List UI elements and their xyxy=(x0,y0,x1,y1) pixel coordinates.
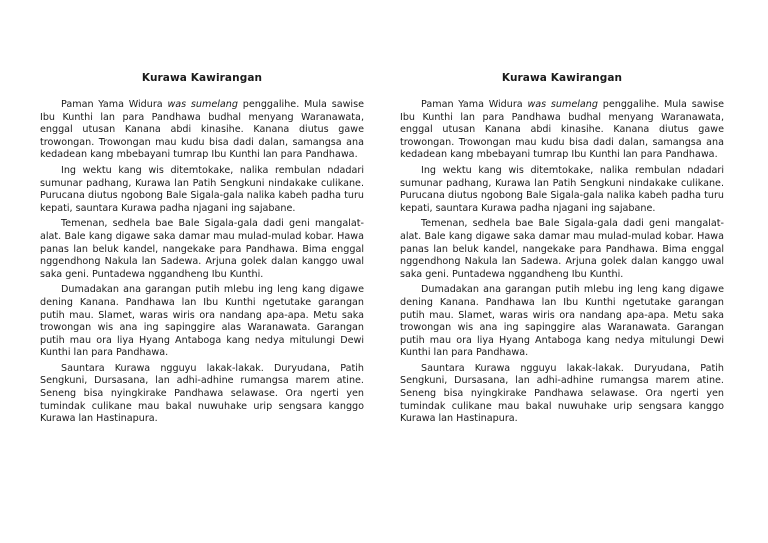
paragraph-text: Paman Yama Widura xyxy=(61,99,168,110)
paragraph-text: Temenan, sedhela bae Bale Sigala-gala dadi geni mangalat-alat. Bale kang digawe saka damar mau mulad-mulad kobar. Hawa panas lan beluk kandel, nangekake para Pandhawa. Bima enggal nggendhong Nakula lan Sadewa. Arjuna golek dalan kanggo uwal saka geni. Puntadewa nggandheng Ibu Kunthi. xyxy=(400,218,724,280)
paragraph-1 xyxy=(40,99,364,162)
paragraph-text: Ing wektu kang wis ditemtokake, nalika rembulan ndadari sumunar padhang, Kurawa lan Patih Sengkuni nindakake culikane. Purucana diutus ngobong Bale Sigala-gala nalika kabeh padha turu kepati, sauntara Kurawa padha njagani ing sajabane. xyxy=(400,164,724,214)
paragraph-4 xyxy=(40,284,364,360)
paragraph-text: penggalihe. Mula sawise Ibu Kunthi lan para Pandhawa budhal menyang Waranawata, enggal utusan Kanana abdi kinasihe. Kanana diutus gawe trowongan. Trowongan mau kudu bisa dadi dalan, samangsa ana kedadean kang mbebayani tumrap Ibu Kunthi lan para Pandhawa. xyxy=(40,99,364,161)
italic-phrase: was sumelang xyxy=(167,99,238,110)
paragraph-text: Dumadakan ana garangan putih mlebu ing leng kang digawe dening Kanana. Pandhawa lan Ibu Kunthi ngetutake garangan putih mau. Slamet, waras wiris ora nandang apa-apa. Metu saka trowongan wis ana ing sapinggire alas Waranawata. Garangan putih mau ora liya Hyang Antaboga kang nedya mitulungi Dewi Kunthi lan para Pandhawa. xyxy=(400,284,724,359)
paragraph-text: Ing wektu kang wis ditemtokake, nalika rembulan ndadari sumunar padhang, Kurawa lan Patih Sengkuni nindakake culikane. Purucana diutus ngobong Bale Sigala-gala nalika kabeh padha turu kepati, sauntara Kurawa padha njagani ing sajabane. xyxy=(40,164,364,214)
paragraph-2 xyxy=(40,165,364,215)
paragraph-text: Temenan, sedhela bae Bale Sigala-gala dadi geni mangalat-alat. Bale kang digawe saka damar mau mulad-mulad kobar. Hawa panas lan beluk kandel, nangekake para Pandhawa. Bima enggal nggendhong Nakula lan Sadewa. Arjuna golek dalan kanggo uwal saka geni. Puntadewa nggandheng Ibu Kunthi. xyxy=(40,218,364,280)
paragraph-3 xyxy=(400,218,724,281)
paragraph-text: Sauntara Kurawa ngguyu lakak-lakak. Duryudana, Patih Sengkuni, Dursasana, lan adhi-adhine rumangsa marem atine. Seneng bisa nyingkirake Pandhawa selawase. Ora ngerti yen tumindak culikane mau bakal nuwuhake urip sengsara kanggo Kurawa lan Hastinapura. xyxy=(400,362,724,425)
paragraph-1 xyxy=(400,99,724,162)
page-title: Kurawa Kawirangan xyxy=(141,72,263,84)
right-page xyxy=(400,72,724,429)
paragraph-text: penggalihe. Mula sawise Ibu Kunthi lan para Pandhawa budhal menyang Waranawata, enggal utusan Kanana abdi kinasihe. Kanana diutus gawe trowongan. Trowongan mau kudu bisa dadi dalan, samangsa ana kedadean kang mbebayani tumrap Ibu Kunthi lan para Pandhawa. xyxy=(400,99,724,161)
paragraph-4 xyxy=(400,284,724,360)
paragraph-3 xyxy=(40,218,364,281)
page-title: Kurawa Kawirangan xyxy=(501,72,623,84)
paragraph-text: Paman Yama Widura xyxy=(421,99,528,110)
paragraph-5 xyxy=(40,363,364,426)
paragraph-text: Sauntara Kurawa ngguyu lakak-lakak. Duryudana, Patih Sengkuni, Dursasana, lan adhi-adhine rumangsa marem atine. Seneng bisa nyingkirake Pandhawa selawase. Ora ngerti yen tumindak culikane mau bakal nuwuhake urip sengsara kanggo Kurawa lan Hastinapura. xyxy=(40,362,364,425)
left-page xyxy=(40,72,364,429)
paragraph-text: Dumadakan ana garangan putih mlebu ing leng kang digawe dening Kanana. Pandhawa lan Ibu Kunthi ngetutake garangan putih mau. Slamet, waras wiris ora nandang apa-apa. Metu saka trowongan wis ana ing sapinggire alas Waranawata. Garangan putih mau ora liya Hyang Antaboga kang nedya mitulungi Dewi Kunthi lan para Pandhawa. xyxy=(40,284,364,359)
paragraph-2 xyxy=(400,165,724,215)
paragraph-5 xyxy=(400,363,724,426)
italic-phrase: was sumelang xyxy=(527,99,598,110)
